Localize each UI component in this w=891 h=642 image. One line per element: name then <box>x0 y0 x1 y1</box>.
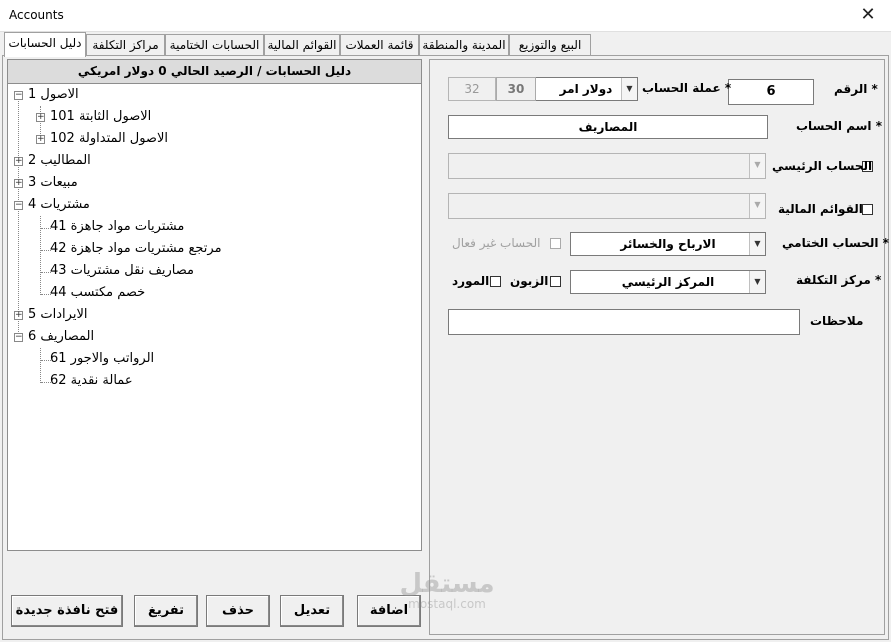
dropdown-arrow-icon[interactable]: ▼ <box>621 78 637 100</box>
tree-node[interactable]: مصاريف نقل مشتريات 43 <box>50 263 195 278</box>
tree-branch-line <box>40 348 41 383</box>
dropdown-arrow-icon: ▼ <box>749 154 765 178</box>
tab-strip <box>0 32 891 56</box>
watermark-domain: mostaql.com <box>408 597 486 611</box>
tree-node[interactable]: المطاليب 2 <box>28 153 91 168</box>
collapse-icon[interactable]: − <box>15 90 23 100</box>
tree-node[interactable]: الايرادات 5 <box>28 307 88 322</box>
tree-node[interactable]: مرتجع مشتريات مواد جاهزة 42 <box>50 241 222 256</box>
exchange-rate-disabled-field: 32 <box>448 77 496 101</box>
customer-label: الزبون <box>510 274 549 288</box>
edit-button[interactable]: تعديل <box>280 595 344 627</box>
accounts-tree[interactable] <box>7 59 422 551</box>
tree-node[interactable]: مشتريات مواد جاهزة 41 <box>50 219 185 234</box>
tree-node[interactable]: عمالة نقدية 62 <box>50 373 133 388</box>
expand-icon[interactable]: + <box>15 156 23 166</box>
currency-value: دولار امر <box>559 82 613 96</box>
expand-icon[interactable]: + <box>37 112 45 122</box>
new-window-button[interactable]: فتح نافذة جديدة <box>11 595 123 627</box>
tree-node[interactable]: الاصول الثابتة 101 <box>50 109 152 124</box>
title-bar <box>0 0 891 32</box>
financial-statements-select <box>448 193 766 219</box>
tree-node[interactable]: مبيعات 3 <box>28 175 78 190</box>
add-button[interactable]: اضافة <box>357 595 421 627</box>
tab-final-accounts[interactable]: الحسابات الختامية <box>165 34 264 56</box>
tab-chart-of-accounts[interactable]: دليل الحسابات <box>4 32 86 57</box>
dropdown-arrow-icon[interactable]: ▼ <box>749 233 765 255</box>
currency-label: * عملة الحساب <box>642 81 732 95</box>
close-icon[interactable]: ✕ <box>860 4 876 25</box>
inactive-account-checkbox[interactable] <box>550 238 561 249</box>
tab-panel <box>2 55 889 640</box>
collapse-icon[interactable]: − <box>15 332 23 342</box>
final-account-value: الارباح والخسائر <box>620 237 716 251</box>
tab-cost-centers[interactable]: مراكز التكلفة <box>86 34 165 56</box>
collapse-icon[interactable]: − <box>15 200 23 210</box>
number-field[interactable]: 6 <box>728 79 814 105</box>
cost-center-label: * مركز التكلفة <box>796 273 882 287</box>
main-account-label: الحساب الرئيسي <box>772 159 873 173</box>
exchange-rate-field[interactable]: 30 <box>496 77 536 101</box>
account-form <box>429 59 889 635</box>
tab-currency-list[interactable]: قائمة العملات <box>340 34 419 56</box>
delete-button[interactable]: حذف <box>206 595 270 627</box>
supplier-checkbox[interactable] <box>490 276 501 287</box>
tree-node[interactable]: المصاريف 6 <box>28 329 95 344</box>
window-title: Accounts <box>9 8 64 22</box>
expand-icon[interactable]: + <box>15 310 23 320</box>
final-account-label: * الحساب الختامي <box>782 236 889 250</box>
financial-statements-label: القوائم المالية <box>778 202 863 216</box>
number-label: * الرقم <box>834 82 878 96</box>
tree-header: دليل الحسابات / الرصيد الحالي 0 دولار امريكي <box>8 60 421 84</box>
account-name-field[interactable]: المصاريف <box>448 115 768 139</box>
watermark-brand: مستقل <box>399 569 495 599</box>
cost-center-select[interactable] <box>570 270 766 294</box>
expand-icon[interactable]: + <box>15 178 23 188</box>
tree-node[interactable]: خصم مكتسب 44 <box>50 285 146 300</box>
supplier-label: المورد <box>452 274 490 288</box>
currency-select[interactable] <box>534 77 638 101</box>
tab-sales-distribution[interactable]: البيع والتوزيع <box>509 34 591 56</box>
notes-label: ملاحظات <box>810 314 864 328</box>
tree-node[interactable]: الاصول المتداولة 102 <box>50 131 168 146</box>
tab-financial-statements[interactable]: القوائم المالية <box>264 34 340 56</box>
notes-field[interactable] <box>448 309 800 335</box>
tree-node[interactable]: مشتريات 4 <box>28 197 90 212</box>
inactive-account-label: الحساب غير فعال <box>452 236 541 250</box>
clear-button[interactable]: تفريغ <box>134 595 198 627</box>
main-account-select <box>448 153 766 179</box>
cost-center-value: المركز الرئيسي <box>621 275 715 289</box>
dropdown-arrow-icon[interactable]: ▼ <box>749 271 765 293</box>
tree-node[interactable]: الرواتب والاجور 61 <box>50 351 155 366</box>
tab-city-region[interactable]: المدينة والمنطقة <box>419 34 509 56</box>
customer-checkbox[interactable] <box>550 276 561 287</box>
account-name-label: * اسم الحساب <box>796 119 882 133</box>
tree-node[interactable]: الاصول 1 <box>28 87 79 102</box>
final-account-select[interactable] <box>570 232 766 256</box>
tree-root-line <box>18 96 19 336</box>
financial-statements-checkbox[interactable] <box>862 204 873 215</box>
dropdown-arrow-icon: ▼ <box>749 194 765 218</box>
expand-icon[interactable]: + <box>37 134 45 144</box>
